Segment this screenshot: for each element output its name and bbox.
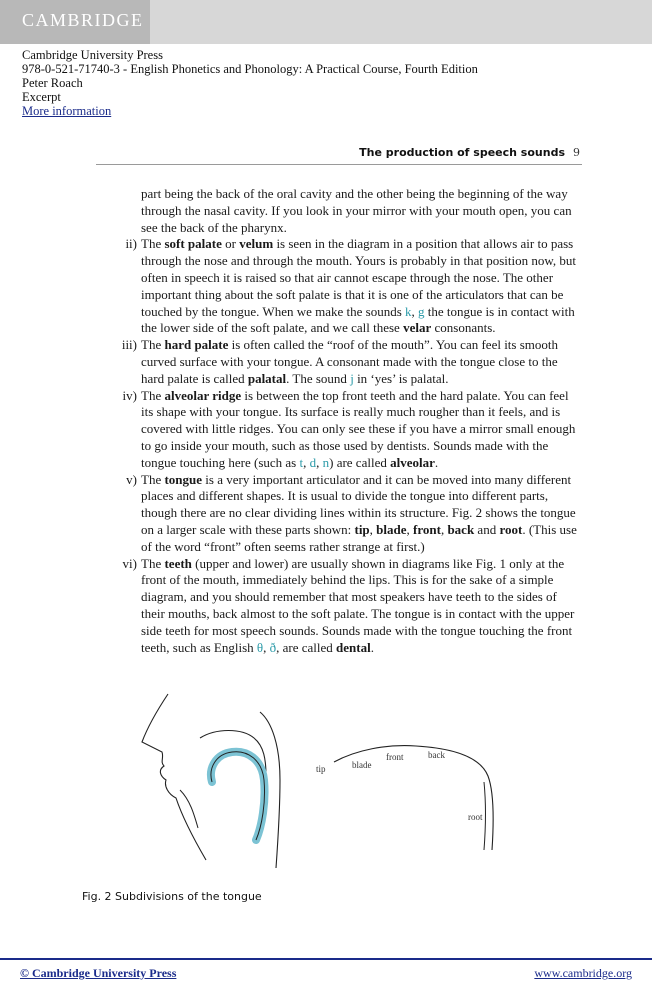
phonetic-symbol: d <box>309 454 317 470</box>
list-item-iii: iii) The hard palate is often called the “roof of the mouth”. You can feel its smooth curved surface with your tongue. A consonant made with the tongue close to the hard palate is called palatal. The sound j in ‘yes’ is palatal. <box>141 337 581 387</box>
more-information-link[interactable]: More information <box>22 104 112 118</box>
term-teeth: teeth <box>164 555 192 571</box>
phonetic-symbol: g <box>418 303 425 319</box>
intro-paragraph: part being the back of the oral cavity and the other being the beginning of the way through the nasal cavity. If you look in your mirror with your mouth open, you can see the back of the pharynx. <box>141 186 572 235</box>
term-root: root <box>499 521 523 537</box>
body-text <box>0 186 652 656</box>
tongue-root-inner <box>484 782 486 850</box>
term-hard-palate: hard palate <box>164 337 229 353</box>
isbn-title: 978-0-521-71740-3 - English Phonetics and Phonology: A Practical Course, Fourth Edition <box>22 62 478 76</box>
list-number: ii) <box>125 236 137 252</box>
tongue-diagram <box>120 690 560 870</box>
list-number: vi) <box>122 555 137 571</box>
label-front: front <box>386 752 404 762</box>
lower-jaw-outline <box>180 790 198 828</box>
excerpt-label: Excerpt <box>22 90 61 104</box>
term-tongue: tongue <box>164 471 203 487</box>
phonetic-symbol: j <box>350 370 354 386</box>
term-soft-palate: soft palate <box>164 236 222 252</box>
tongue-diagram-svg <box>120 690 560 870</box>
logo-box[interactable] <box>0 0 150 44</box>
term-alveolar: alveolar <box>390 454 435 470</box>
label-tip: tip <box>316 764 326 774</box>
term-blade: blade <box>376 521 407 537</box>
tongue-highlight <box>211 752 265 840</box>
publisher: Cambridge University Press <box>22 48 163 62</box>
list-number: iv) <box>122 387 137 403</box>
cambridge-logo[interactable]: CAMBRIDGE <box>22 10 144 30</box>
book-metadata <box>22 48 478 118</box>
list-item-iv: iv) The alveolar ridge is between the top front teeth and the hard palate. You can feel its shape with your tongue. Its surface is really much rougher than it feels, and is covered with little ridges. You can only see these if you have a mirror small enough to go inside your mouth, such as those used by dentists. Sounds made with the tongue touching here (such as t, d, n) are called alveolar. <box>141 388 581 472</box>
figure-caption: Fig. 2 Subdivisions of the tongue <box>82 890 262 903</box>
running-head <box>359 146 580 159</box>
term-alveolar-ridge: alveolar ridge <box>164 387 242 403</box>
running-head-title: The production of speech sounds <box>359 146 565 159</box>
list-item-vi: vi) The teeth (upper and lower) are usually shown in diagrams like Fig. 1 only at the front of the mouth, immediately behind the lips. This is for the sake of a simple diagram, and you should remember that most speakers have teeth to the sides of their mouths, back almost to the soft palate. The tongue is in contact with the upper side teeth for most speech sounds. Sounds made with the tongue touching the front teeth, such as English θ, ð, are called dental. <box>141 556 581 657</box>
label-root: root <box>468 812 483 822</box>
term-dental: dental <box>336 639 371 655</box>
term-tip: tip <box>354 521 370 537</box>
copyright-link[interactable]: © Cambridge University Press <box>20 966 177 980</box>
label-back: back <box>428 750 445 760</box>
footer-rule <box>0 958 652 960</box>
phonetic-symbol: θ <box>256 639 264 655</box>
term-velum: velum <box>239 236 274 252</box>
term-velar: velar <box>403 320 432 336</box>
cambridge-website-link[interactable]: www.cambridge.org <box>534 966 632 980</box>
list-item-v: v) The tongue is a very important articulator and it can be moved into many different places and different shapes. It is usual to divide the tongue into different parts, though there are no clear dividing lines within its structure. Fig. 2 shows the tongue on a larger scale with these parts shown: tip, blade, front, back and root. (This use of the word “front” often seems rather strange at first.) <box>141 472 581 556</box>
phonetic-symbol: ð <box>269 639 277 655</box>
page-number: 9 <box>573 146 580 159</box>
term-front: front <box>413 521 441 537</box>
list-number: iii) <box>121 337 137 353</box>
list-item-ii: ii) The soft palate or velum is seen in the diagram in a position that allows air to pass through the nose and through the mouth. Yours is probably in that position now, but often in speech it is raised so that air cannot escape through the nose. The other important thing about the soft palate is that it is one of the articulators that can be touched by the tongue. When we make the sounds k, g the tongue is in contact with the lower side of the soft palate, and we call these velar consonants. <box>141 236 581 337</box>
running-head-rule <box>96 164 582 165</box>
label-blade: blade <box>352 760 372 770</box>
header-banner <box>0 0 652 44</box>
term-back: back <box>447 521 475 537</box>
phonetic-symbol: k <box>405 303 412 319</box>
phonetic-symbol: n <box>322 454 330 470</box>
author: Peter Roach <box>22 76 83 90</box>
term-palatal: palatal <box>247 370 287 386</box>
face-profile-outline <box>142 694 206 860</box>
phonetic-symbol: t <box>299 454 304 470</box>
list-number: v) <box>126 471 137 487</box>
